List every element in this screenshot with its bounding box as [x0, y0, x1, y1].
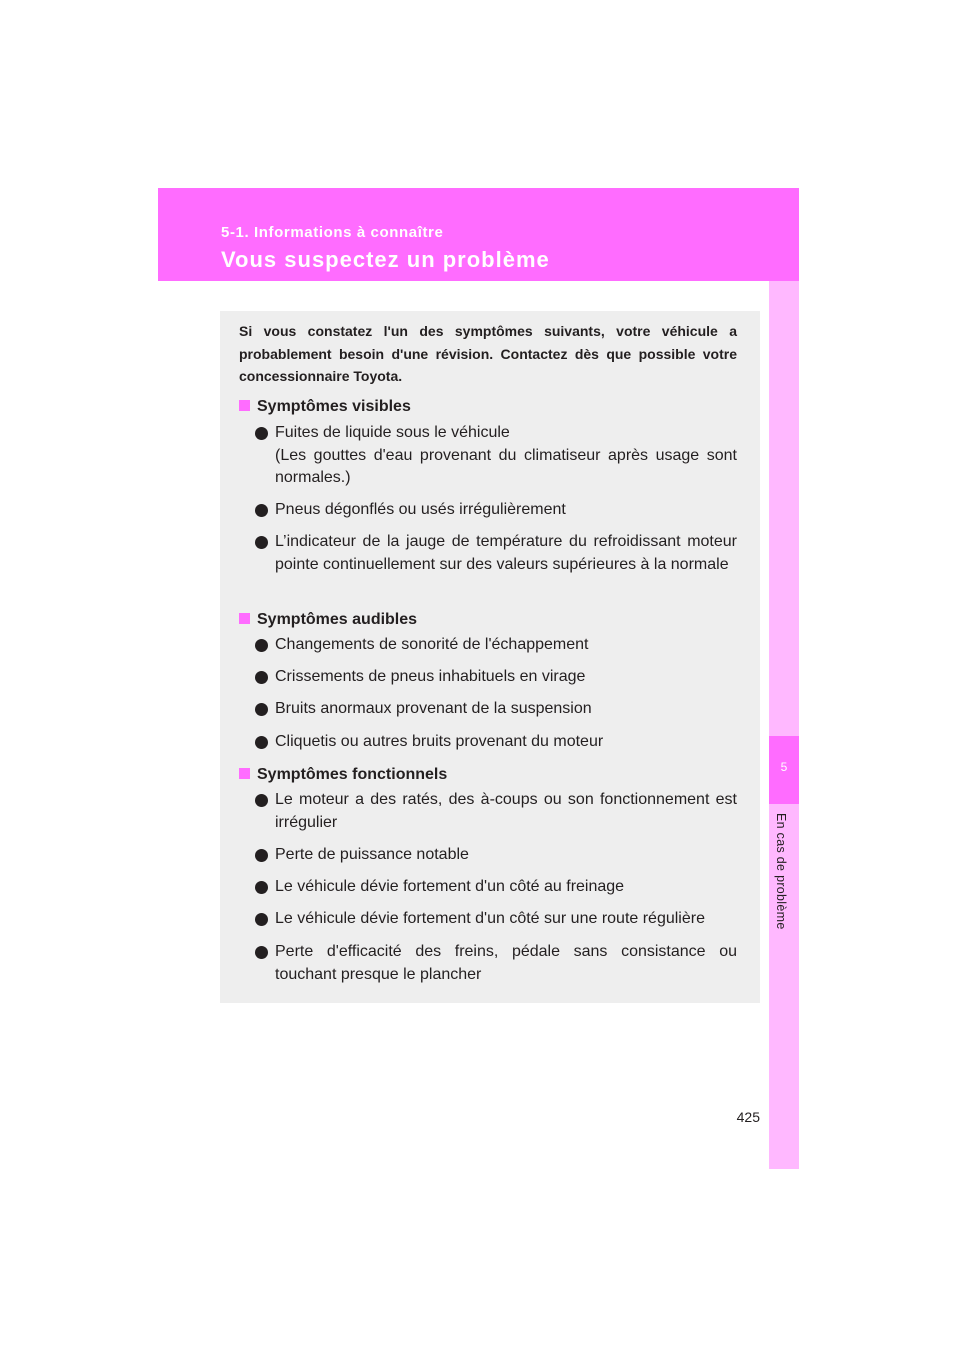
list-item: Fuites de liquide sous le véhicule (Les gouttes d'eau provenant du climatiseur après usage sont normales.): [275, 422, 737, 490]
page-number: 425: [736, 1109, 760, 1125]
bullet-icon: [255, 736, 268, 749]
list-item: Le véhicule dévie fortement d'un côté au freinage: [275, 876, 737, 899]
square-bullet-icon: [239, 768, 250, 779]
bullet-icon: [255, 427, 268, 440]
square-bullet-icon: [239, 613, 250, 624]
list-item: Perte de puissance notable: [275, 844, 737, 867]
list-item: Changements de sonorité de l'échappement: [275, 634, 737, 657]
section-heading-fonctionnels: Symptômes fonctionnels: [239, 764, 447, 786]
bullet-icon: [255, 504, 268, 517]
list-item: Le véhicule dévie fortement d'un côté sur une route régulière: [275, 908, 737, 931]
list-item: Perte d'efficacité des freins, pédale sans consistance ou touchant presque le plancher: [275, 941, 737, 986]
list-item: Bruits anormaux provenant de la suspension: [275, 698, 737, 721]
bullet-icon: [255, 639, 268, 652]
section-heading-visibles: Symptômes visibles: [239, 396, 411, 418]
bullet-icon: [255, 849, 268, 862]
bullet-icon: [255, 536, 268, 549]
bullet-icon: [255, 794, 268, 807]
bullet-icon: [255, 881, 268, 894]
section-heading-audibles: Symptômes audibles: [239, 609, 417, 631]
list-item: Pneus dégonflés ou usés irrégulièrement: [275, 499, 737, 522]
page-title: Vous suspectez un problème: [221, 247, 550, 272]
chapter-number: 5: [780, 760, 788, 774]
chapter-label: En cas de problème: [774, 813, 788, 930]
list-item: L’indicateur de la jauge de température du refroidissant moteur pointe continuellement sur des valeurs supérieures à la normale: [275, 531, 737, 576]
bullet-icon: [255, 671, 268, 684]
list-item: Crissements de pneus inhabituels en virage: [275, 666, 737, 689]
list-item: Le moteur a des ratés, des à-coups ou son fonctionnement est irrégulier: [275, 789, 737, 834]
bullet-icon: [255, 703, 268, 716]
intro-text: Si vous constatez l'un des symptômes suivants, votre véhicule a probablement besoin d'une révision. Contactez dès que possible votre concessionnaire Toyota.: [239, 323, 737, 384]
section-label: 5-1. Informations à connaître: [221, 224, 444, 241]
side-tab: [769, 281, 799, 1169]
square-bullet-icon: [239, 400, 250, 411]
bullet-icon: [255, 913, 268, 926]
list-item: Cliquetis ou autres bruits provenant du moteur: [275, 731, 737, 754]
bullet-icon: [255, 946, 268, 959]
